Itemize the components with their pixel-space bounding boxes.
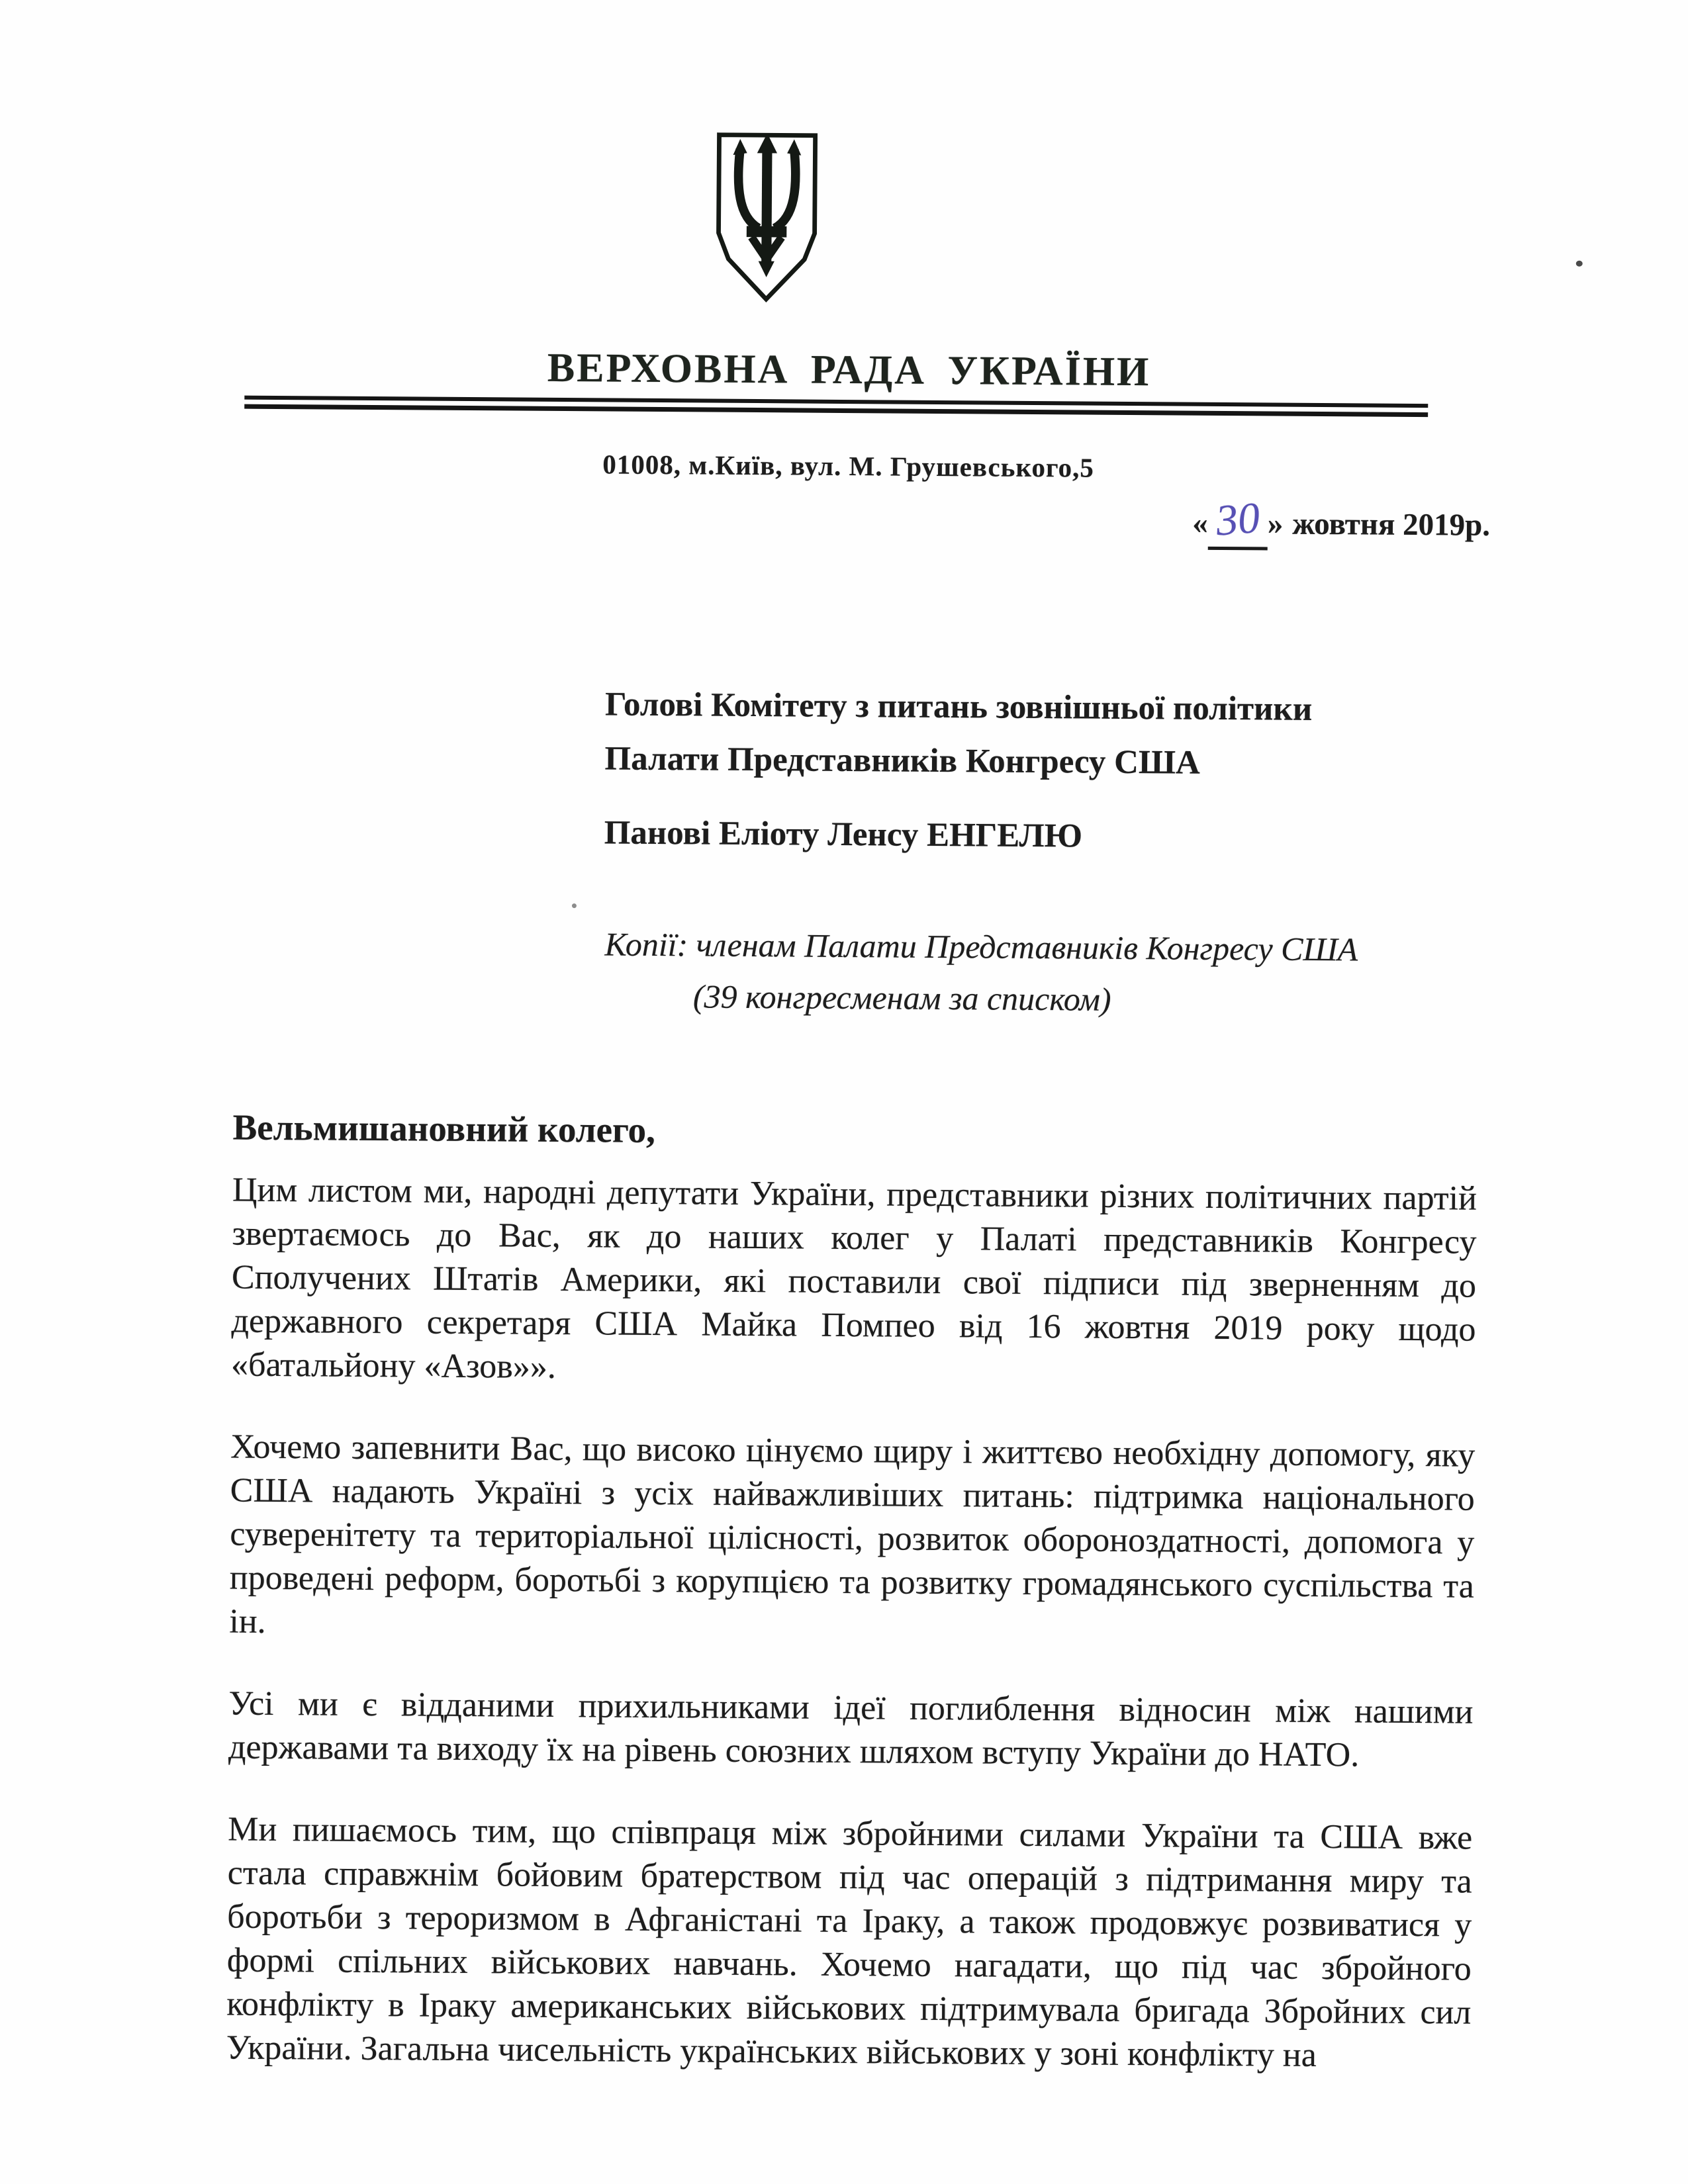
- body-paragraph-2: Хочемо запевнити Вас, що високо цінуємо щиру і життєво необхідну допомогу, яку США надають Україні з усіх найважливіших питань: підтримка національного суверенітету та територіальної цілісності, розвиток обороноздатності, допомога у проведені реформ, боротьбі з корупцією та розвитку громадянського суспільства та ін.: [229, 1428, 1476, 1641]
- salutation: Вельмишановний колего,: [232, 1107, 656, 1151]
- copies-line-1: Копії: членам Палати Представників Конгресу США: [604, 925, 1358, 968]
- date-day-blank: [1208, 493, 1268, 551]
- scan-artifact-dot: [572, 903, 577, 908]
- recipient-line-3: Панові Еліоту Ленсу ЕНГЕЛЮ: [604, 814, 1083, 855]
- copies-line-2: (39 конгресменам за списком): [692, 978, 1111, 1018]
- ukraine-trident-emblem-icon: [706, 129, 827, 306]
- date-month-year: жовтня 2019р.: [1292, 506, 1491, 543]
- letter-body: [226, 1169, 1477, 2117]
- org-address: 01008, м.Київ, вул. М. Грушевського,5: [602, 449, 1095, 483]
- date-line: [1192, 493, 1491, 552]
- date-open-quote: «: [1192, 506, 1209, 541]
- recipient-line-2: Палати Представників Конгресу США: [604, 740, 1201, 782]
- body-paragraph-4: Ми пишаємось тим, що співпраця між збройними силами України та США вже стала справжнім бойовим братерством під час операцій з підтримання миру та боротьби з тероризмом в Афганістані та Іраку, а також продовжує розвиватися у формі спільних військових навчань. Хочемо нагадати, що під час збройного конфлікту в Іраку американських військових підтримувала бригада Збройних сил України. Загальна чисельність українських військових у зоні конфлікту на: [226, 1810, 1473, 2075]
- body-paragraph-3: Усі ми є відданими прихильниками ідеї поглиблення відносин між нашими державами та виходу їх на рівень союзних шляхом вступу України до НАТО.: [228, 1684, 1474, 1774]
- recipient-line-1: Голові Комітету з питань зовнішньої політики: [604, 686, 1313, 728]
- handwritten-day-ink: 30: [1214, 493, 1262, 545]
- date-close-quote: »: [1267, 506, 1284, 541]
- scan-artifact-dot: [1576, 261, 1583, 267]
- body-paragraph-1: Цим листом ми, народні депутати України, представники різних політичних партій звертаємось до Вас, як до наших колег у Палаті представників Конгресу Сполучених Штатів Америки, які поставили свої підписи під зверненням до державного секретаря США Майка Помпео від 16 жовтня 2019 року щодо «батальйону «Азов»».: [230, 1171, 1477, 1386]
- organization-title: ВЕРХОВНА РАДА УКРАЇНИ: [547, 345, 1151, 395]
